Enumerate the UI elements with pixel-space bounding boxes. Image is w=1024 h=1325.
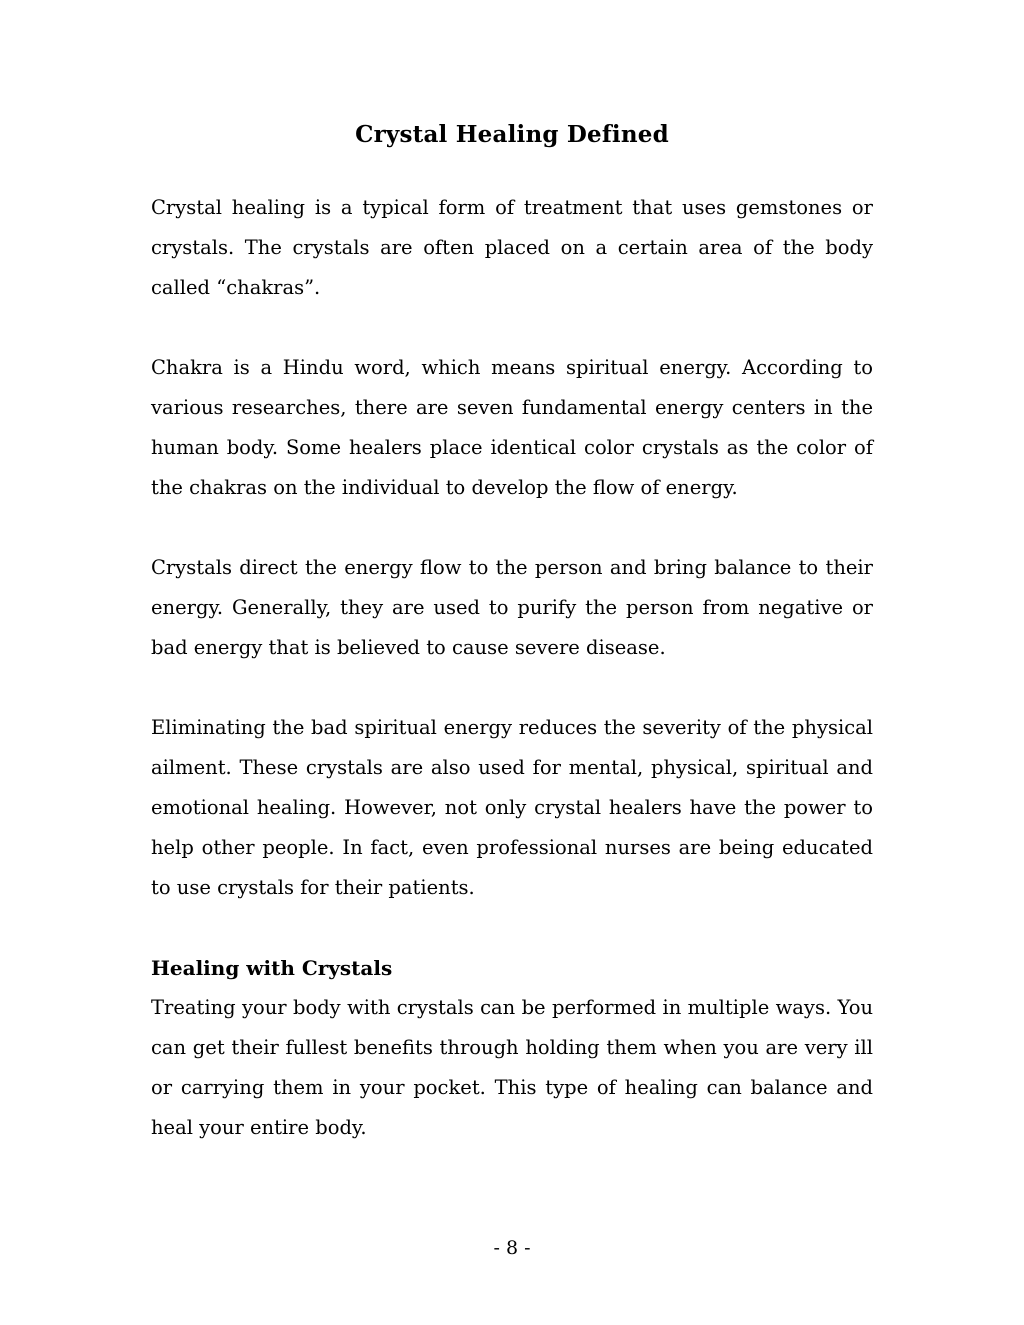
- paragraph-energy-flow: Crystals direct the energy flow to the person and bring balance to their energy. Generally, they are used to purify the person from negative or bad energy that is believed to cause severe disease.: [151, 556, 873, 659]
- page-title: Crystal Healing Defined: [355, 121, 669, 148]
- page-number: - 8 -: [493, 1237, 531, 1259]
- section-heading: Healing with Crystals: [151, 956, 393, 980]
- document-body: [151, 188, 873, 1188]
- paragraph-crystal-healing-intro: Crystal healing is a typical form of treatment that uses gemstones or crystals. The crystals are often placed on a certain area of the body called “chakras”.: [151, 196, 873, 299]
- paragraph-healing-with-crystals: Treating your body with crystals can be performed in multiple ways. You can get their fullest benefits through holding them when you are very ill or carrying them in your pocket. This type of healing can balance and heal your entire body.: [151, 996, 873, 1139]
- paragraph-chakra-definition: Chakra is a Hindu word, which means spiritual energy. According to various researches, there are seven fundamental energy centers in the human body. Some healers place identical color crystals as the color of the chakras on the individual to develop the flow of energy.: [151, 356, 873, 499]
- paragraph-eliminating-bad-energy: Eliminating the bad spiritual energy reduces the severity of the physical ailment. These crystals are also used for mental, physical, spiritual and emotional healing. However, not only crystal healers have the power to help other people. In fact, even professional nurses are being educated to use crystals for their patients.: [151, 716, 873, 899]
